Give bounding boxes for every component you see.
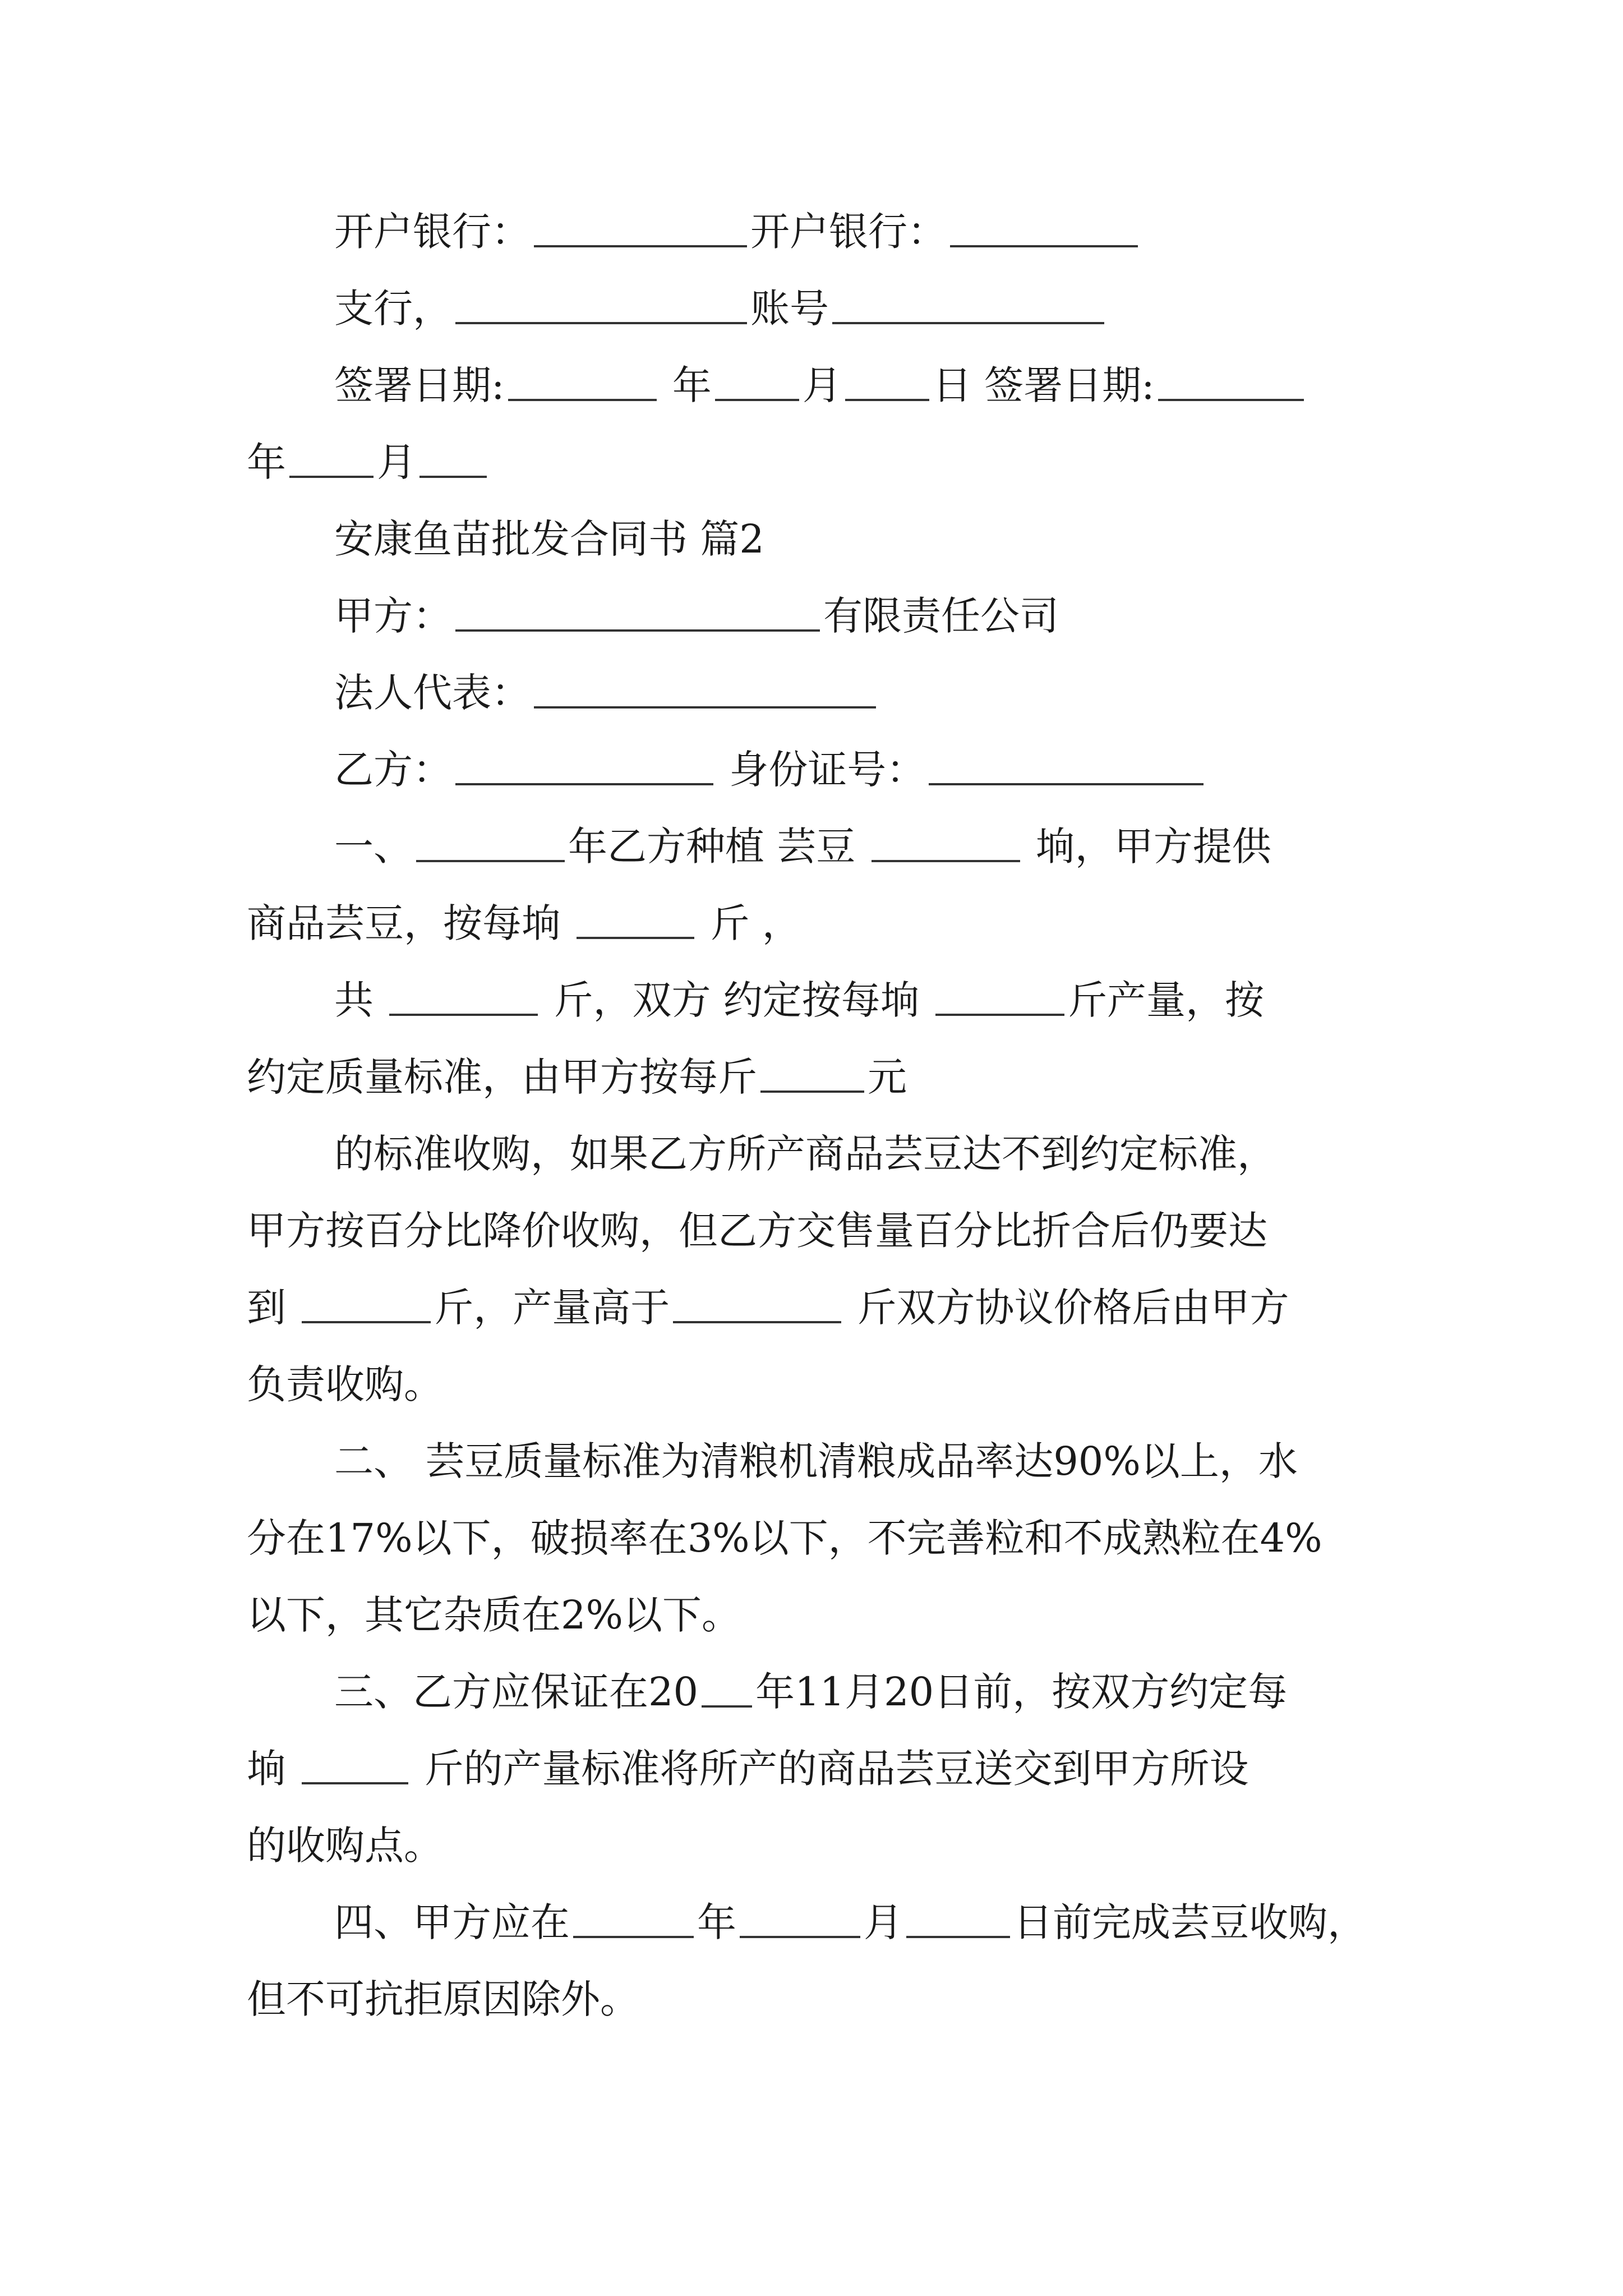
clause-text: 斤，产量高于	[434, 1285, 670, 1331]
clause-text: 年11月20日前，按双方约定每	[755, 1669, 1288, 1715]
blank-field	[455, 594, 820, 632]
clause-4-line-1	[247, 1884, 1396, 1961]
blank-field	[715, 364, 799, 401]
bank-label-a: 开户银行：	[334, 209, 531, 255]
clause-1-line-2	[247, 885, 1396, 962]
branch-line	[247, 270, 1396, 347]
blank-field	[534, 210, 747, 247]
bank-line	[247, 194, 1396, 270]
sign-month: 月	[802, 362, 842, 408]
sign-date-line	[247, 347, 1396, 424]
blank-field	[702, 1670, 752, 1708]
clause-3-line-1	[247, 1654, 1396, 1731]
branch-label-a: 支行，	[334, 286, 452, 332]
clause-1-line-6: 甲方按百分比降价收购，但乙方交售量百分比折合后仍要达	[247, 1208, 1267, 1254]
blank-field	[573, 1901, 694, 1938]
id-label: 身份证号：	[729, 747, 926, 793]
sign-label-b: 签署日期:	[984, 362, 1155, 408]
document-body	[247, 194, 1396, 2038]
blank-field	[416, 825, 565, 862]
blank-field	[302, 1747, 408, 1784]
clause-text: 垧	[247, 1746, 286, 1792]
clause-text: 斤双方协议价格后由甲方	[857, 1285, 1289, 1331]
clause-text: 约定质量标准，由甲方按每斤	[247, 1054, 757, 1100]
clause-1-line-1	[247, 808, 1396, 885]
blank-field	[577, 901, 694, 939]
clause-text: 四、甲方应在	[334, 1899, 570, 1945]
clause-text: 到	[247, 1285, 286, 1331]
clause-1-line-5: 的标准收购，如果乙方所产商品芸豆达不到约定标准，	[334, 1131, 1276, 1177]
blank-field	[935, 978, 1064, 1016]
party-a-suffix: 有限责任公司	[823, 593, 1059, 639]
sign-year: 年	[672, 362, 712, 408]
sign-year-2: 年	[247, 439, 286, 485]
party-a-line	[247, 578, 1396, 655]
blank-field	[872, 825, 1020, 862]
sign-month-2: 月	[377, 439, 416, 485]
clause-1-line-7	[247, 1269, 1396, 1346]
clause-text: 斤，双方 约定按每垧	[554, 977, 920, 1023]
party-a-label: 甲方：	[334, 593, 452, 639]
clause-text: 一、	[334, 823, 413, 869]
clause-text: 日前完成芸豆收购，	[1013, 1899, 1367, 1945]
blank-field	[419, 440, 487, 478]
bank-label-b: 开户银行：	[750, 209, 947, 255]
clause-text: 斤 ，	[710, 900, 801, 946]
blank-field	[906, 1901, 1010, 1938]
clause-3-line-3: 的收购点。	[247, 1823, 443, 1869]
clause-text: 元	[868, 1054, 907, 1100]
clause-text: 商品芸豆，按每垧	[247, 900, 561, 946]
clause-text: 斤的产量标准将所产的商品芸豆送交到甲方所设	[424, 1746, 1249, 1792]
sign-label-a: 签署日期:	[334, 362, 505, 408]
clause-1-line-3	[247, 962, 1396, 1039]
sign-date-line-cont	[247, 424, 1396, 501]
blank-field	[534, 671, 876, 708]
clause-text: 三、乙方应保证在20	[334, 1669, 699, 1715]
legal-rep-label: 法人代表：	[334, 670, 531, 716]
party-b-label: 乙方：	[334, 747, 452, 793]
clause-text: 年	[697, 1899, 736, 1945]
section-title: 安康鱼苗批发合同书 篇2	[334, 516, 764, 562]
clause-text: 年乙方种植 芸豆	[568, 823, 856, 869]
blank-field	[1158, 364, 1304, 401]
account-label: 账号	[750, 286, 829, 332]
blank-field	[289, 440, 374, 478]
blank-field	[455, 287, 747, 324]
blank-field	[845, 364, 929, 401]
clause-2-line-2: 分在17%以下，破损率在3%以下，不完善粒和不成熟粒在4%	[247, 1515, 1322, 1561]
clause-text: 斤产量，按	[1068, 977, 1265, 1023]
blank-field	[673, 1286, 841, 1323]
clause-1-line-8: 负责收购。	[247, 1361, 443, 1407]
blank-field	[455, 748, 713, 785]
blank-field	[929, 748, 1204, 785]
blank-field	[950, 210, 1138, 247]
clause-text: 垧，甲方提供	[1035, 823, 1271, 869]
legal-rep-line	[247, 655, 1396, 731]
sign-day: 日	[932, 362, 972, 408]
clause-text: 共	[334, 977, 374, 1023]
party-b-line	[247, 731, 1396, 808]
clause-text: 月	[864, 1899, 903, 1945]
blank-field	[302, 1286, 431, 1323]
blank-field	[389, 978, 538, 1016]
clause-3-line-2	[247, 1731, 1396, 1807]
clause-1-line-4	[247, 1039, 1396, 1116]
clause-2-line-1: 二、 芸豆质量标准为清粮机清粮成品率达90%以上，水	[334, 1438, 1298, 1484]
blank-field	[508, 364, 657, 401]
blank-field	[740, 1901, 860, 1938]
blank-field	[832, 287, 1104, 324]
clause-4-line-2: 但不可抗拒原因除外。	[247, 1976, 639, 2022]
blank-field	[760, 1055, 864, 1093]
clause-2-line-3: 以下，其它杂质在2%以下。	[247, 1592, 741, 1638]
